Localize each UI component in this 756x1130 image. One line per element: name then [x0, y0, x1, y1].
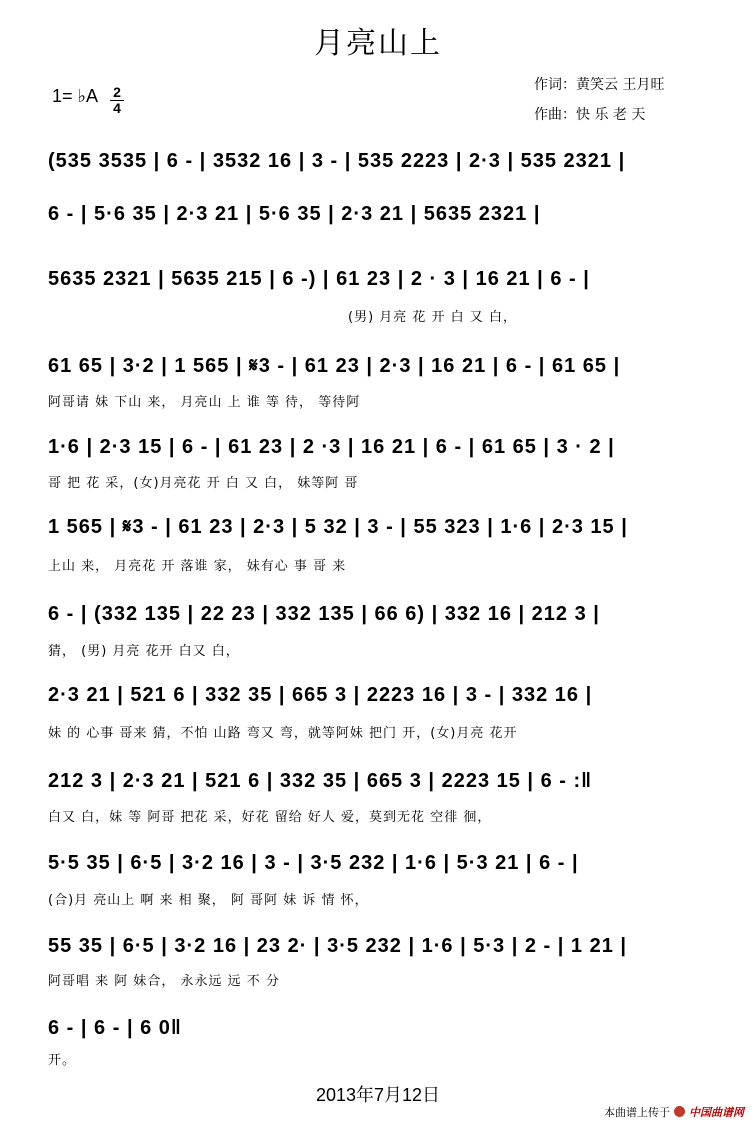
lyricist-credit: 作词：黄笑云 王月旺 [534, 77, 665, 93]
page-title: 月亮山上 [314, 26, 442, 61]
notation-line-12: 6 - | 6 - | 6 0‖ [48, 1017, 182, 1039]
lyrics-line-8: 妹 的 心事 哥来 猜，不怕 山路 弯又 弯，就等阿妹 把门 开，(女)月亮 花开 [48, 726, 518, 741]
lyrics-line-6: 上山 来， 月亮花 开 落谁 家， 妹有心 事 哥 来 [48, 559, 347, 574]
lyrics-line-5: 哥 把 花 采，(女)月亮花 开 白 又 白， 妹等阿 哥 [48, 476, 359, 491]
site-logo-icon [674, 1106, 685, 1117]
lyrics-line-3: (男) 月亮 花 开 白 又 白， [348, 310, 517, 325]
footer [604, 1104, 744, 1120]
notation-line-9: 212 3 | 2·3 21 | 521 6 | 332 35 | 665 3 | 2223 15 | 6 - :‖ [48, 770, 593, 792]
key-signature: 1= ♭A [52, 86, 99, 106]
notation-line-3: 5635 2321 | 5635 215 | 6 -) | 61 23 | 2 · 3 | 16 21 | 6 - | [48, 268, 590, 290]
lyrics-line-10: (合)月 亮山上 啊 来 相 聚， 阿 哥阿 妹 诉 情 怀， [48, 893, 369, 908]
footer-text: 本曲谱上传于 [604, 1106, 670, 1119]
footer-brand[interactable]: 中国曲谱网 [689, 1106, 744, 1119]
lyrics-line-7: 猜， (男) 月亮 花开 白又 白， [48, 644, 240, 659]
composer-credit: 作曲：快 乐 老 天 [534, 107, 646, 123]
lyrics-line-12: 开。 [48, 1053, 77, 1068]
lyrics-line-9: 白又 白，妹 等 阿哥 把花 采，好花 留给 好人 爱，莫到无花 空徘 徊， [48, 810, 492, 825]
notation-line-1: (535 3535 | 6 - | 3532 16 | 3 - | 535 2223 | 2·3 | 535 2321 | [48, 150, 626, 172]
notation-line-4: 61 65 | 3·2 | 1 565 | 𝄋3 - | 61 23 | 2·3 | 16 21 | 6 - | 61 65 | [48, 355, 621, 377]
notation-line-2: 6 - | 5·6 35 | 2·3 21 | 5·6 35 | 2·3 21 | 5635 2321 | [48, 203, 541, 225]
notation-line-7: 6 - | (332 135 | 22 23 | 332 135 | 66 6) | 332 16 | 212 3 | [48, 603, 600, 625]
lyrics-line-4: 阿哥请 妹 下山 来， 月亮山 上 谁 等 待， 等待阿 [48, 395, 361, 410]
notation-line-6: 1 565 | 𝄋3 - | 61 23 | 2·3 | 5 32 | 3 - | 55 323 | 1·6 | 2·3 15 | [48, 516, 628, 538]
lyrics-line-11: 阿哥唱 来 阿 妹合， 永永远 远 不 分 [48, 974, 280, 989]
date: 2013年7月12日 [315, 1085, 441, 1105]
time-signature-top: 2 [113, 84, 121, 100]
notation-line-11: 55 35 | 6·5 | 3·2 16 | 23 2· | 3·5 232 | 1·6 | 5·3 | 2 - | 1 21 | [48, 935, 627, 957]
notation-line-5: 1·6 | 2·3 15 | 6 - | 61 23 | 2 ·3 | 16 21 | 6 - | 61 65 | 3 · 2 | [48, 436, 615, 458]
notation-line-8: 2·3 21 | 521 6 | 332 35 | 665 3 | 2223 16 | 3 - | 332 16 | [48, 684, 593, 706]
time-signature-bottom: 4 [113, 100, 121, 116]
notation-line-10: 5·5 35 | 6·5 | 3·2 16 | 3 - | 3·5 232 | 1·6 | 5·3 21 | 6 - | [48, 852, 579, 874]
